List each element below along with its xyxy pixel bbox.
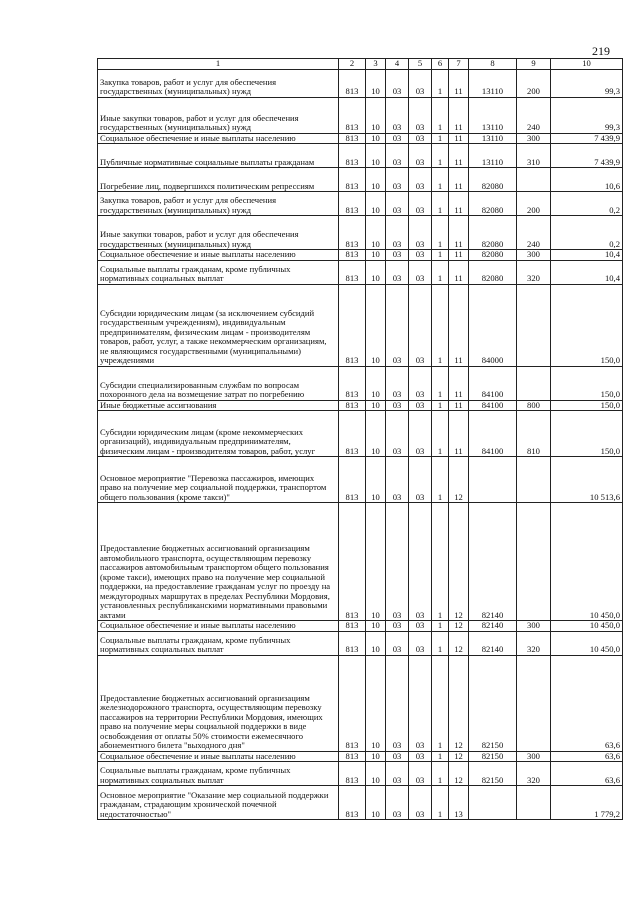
cell-section: 10 xyxy=(366,168,386,192)
cell-expense-type xyxy=(517,168,551,192)
cell-program: 03 xyxy=(409,503,432,621)
table-row xyxy=(98,260,623,284)
cell-amount: 150,0 xyxy=(551,284,623,366)
cell-section: 10 xyxy=(366,786,386,820)
cell-subsection: 03 xyxy=(386,411,409,457)
cell-section: 10 xyxy=(366,631,386,655)
cell-amount: 99,3 xyxy=(551,69,623,97)
cell-description: Основное мероприятие "Перевозка пассажиров, имеющих право на получение мер социальной поддержки, транспортом общего пользования (кроме такси)" xyxy=(98,457,339,503)
cell-subprogram: 1 xyxy=(432,216,449,250)
cell-program: 03 xyxy=(409,457,432,503)
page-number: 219 xyxy=(592,44,610,58)
table-row xyxy=(98,144,623,168)
cell-subprogram: 1 xyxy=(432,786,449,820)
cell-grbs: 813 xyxy=(339,366,366,400)
cell-subprogram: 1 xyxy=(432,284,449,366)
cell-event: 12 xyxy=(449,762,469,786)
cell-subprogram: 1 xyxy=(432,133,449,144)
table-row xyxy=(98,69,623,97)
cell-event: 11 xyxy=(449,144,469,168)
cell-subsection: 03 xyxy=(386,168,409,192)
cell-event: 11 xyxy=(449,366,469,400)
cell-subprogram: 1 xyxy=(432,762,449,786)
cell-grbs: 813 xyxy=(339,69,366,97)
cell-subsection: 03 xyxy=(386,631,409,655)
cell-grbs: 813 xyxy=(339,260,366,284)
cell-description: Социальные выплаты гражданам, кроме публичных нормативных социальных выплат xyxy=(98,631,339,655)
cell-amount: 0,2 xyxy=(551,192,623,216)
cell-expense-type xyxy=(517,503,551,621)
cell-description: Иные закупки товаров, работ и услуг для обеспечения государственных (муниципальных) нужд xyxy=(98,97,339,133)
cell-program: 03 xyxy=(409,400,432,411)
cell-expense-type: 200 xyxy=(517,192,551,216)
cell-event: 11 xyxy=(449,411,469,457)
cell-program: 03 xyxy=(409,192,432,216)
cell-section: 10 xyxy=(366,216,386,250)
cell-program: 03 xyxy=(409,216,432,250)
cell-direction: 84100 xyxy=(469,366,517,400)
cell-subprogram: 1 xyxy=(432,144,449,168)
cell-expense-type xyxy=(517,457,551,503)
cell-direction: 13110 xyxy=(469,97,517,133)
cell-section: 10 xyxy=(366,411,386,457)
table-row xyxy=(98,284,623,366)
cell-section: 10 xyxy=(366,133,386,144)
cell-subsection: 03 xyxy=(386,655,409,751)
cell-description: Публичные нормативные социальные выплаты гражданам xyxy=(98,144,339,168)
cell-subsection: 03 xyxy=(386,192,409,216)
cell-description: Социальное обеспечение и иные выплаты населению xyxy=(98,621,339,632)
cell-grbs: 813 xyxy=(339,216,366,250)
table-row xyxy=(98,400,623,411)
table-row xyxy=(98,216,623,250)
table-row xyxy=(98,751,623,762)
cell-direction: 82080 xyxy=(469,216,517,250)
cell-subsection: 03 xyxy=(386,133,409,144)
cell-section: 10 xyxy=(366,284,386,366)
cell-event: 11 xyxy=(449,216,469,250)
table-row xyxy=(98,192,623,216)
cell-subprogram: 1 xyxy=(432,457,449,503)
cell-direction: 82080 xyxy=(469,260,517,284)
cell-subsection: 03 xyxy=(386,144,409,168)
cell-amount: 63,6 xyxy=(551,655,623,751)
cell-description: Социальное обеспечение и иные выплаты населению xyxy=(98,133,339,144)
cell-grbs: 813 xyxy=(339,133,366,144)
cell-expense-type: 320 xyxy=(517,631,551,655)
cell-direction: 82140 xyxy=(469,621,517,632)
cell-subsection: 03 xyxy=(386,216,409,250)
cell-description: Социальные выплаты гражданам, кроме публичных нормативных социальных выплат xyxy=(98,762,339,786)
cell-description: Иные бюджетные ассигнования xyxy=(98,400,339,411)
cell-event: 13 xyxy=(449,786,469,820)
cell-subprogram: 1 xyxy=(432,192,449,216)
cell-amount: 10 450,0 xyxy=(551,631,623,655)
cell-subsection: 03 xyxy=(386,260,409,284)
table-row xyxy=(98,655,623,751)
table-row xyxy=(98,762,623,786)
cell-amount: 150,0 xyxy=(551,400,623,411)
cell-section: 10 xyxy=(366,69,386,97)
cell-amount: 1 779,2 xyxy=(551,786,623,820)
cell-program: 03 xyxy=(409,631,432,655)
cell-amount: 7 439,9 xyxy=(551,144,623,168)
cell-event: 12 xyxy=(449,457,469,503)
column-header-1: 1 xyxy=(98,59,339,70)
cell-program: 03 xyxy=(409,762,432,786)
cell-description: Предоставление бюджетных ассигнований организациям железнодорожного транспорта, осуществляющим перевозку пассажиров на территории Республики Мордовия, имеющих право на получение меры социальной поддержки в виде освобождения от оплаты 50% стоимости ежемесячного абонементного билета "выходного дня" xyxy=(98,655,339,751)
cell-expense-type: 800 xyxy=(517,400,551,411)
cell-event: 12 xyxy=(449,503,469,621)
cell-grbs: 813 xyxy=(339,631,366,655)
cell-subsection: 03 xyxy=(386,503,409,621)
table-row xyxy=(98,97,623,133)
cell-event: 11 xyxy=(449,168,469,192)
cell-grbs: 813 xyxy=(339,168,366,192)
cell-description: Субсидии юридическим лицам (за исключением субсидий государственным учреждениям), индивидуальным предпринимателям, физическим лицам - производителям товаров, работ, услуг, а также некоммерческим организациям, не являющимся государственными (муниципальными) учреждениями xyxy=(98,284,339,366)
cell-direction: 84000 xyxy=(469,284,517,366)
table-row xyxy=(98,621,623,632)
table-row xyxy=(98,133,623,144)
cell-section: 10 xyxy=(366,260,386,284)
cell-grbs: 813 xyxy=(339,411,366,457)
table-row xyxy=(98,411,623,457)
table-row xyxy=(98,168,623,192)
cell-amount: 10,4 xyxy=(551,250,623,261)
cell-event: 12 xyxy=(449,655,469,751)
cell-event: 11 xyxy=(449,250,469,261)
cell-description: Субсидии юридическим лицам (кроме некоммерческих организаций), индивидуальным предпринимателям, физическим лицам - производителям товаров, работ, услуг xyxy=(98,411,339,457)
cell-amount: 10 450,0 xyxy=(551,503,623,621)
cell-section: 10 xyxy=(366,621,386,632)
cell-direction xyxy=(469,457,517,503)
cell-grbs: 813 xyxy=(339,762,366,786)
cell-subsection: 03 xyxy=(386,366,409,400)
column-header-8: 8 xyxy=(469,59,517,70)
column-header-2: 2 xyxy=(339,59,366,70)
cell-program: 03 xyxy=(409,786,432,820)
cell-section: 10 xyxy=(366,250,386,261)
column-header-3: 3 xyxy=(366,59,386,70)
cell-expense-type: 240 xyxy=(517,97,551,133)
cell-section: 10 xyxy=(366,366,386,400)
cell-event: 11 xyxy=(449,97,469,133)
cell-direction xyxy=(469,786,517,820)
cell-description: Социальное обеспечение и иные выплаты населению xyxy=(98,250,339,261)
cell-expense-type: 300 xyxy=(517,133,551,144)
cell-subprogram: 1 xyxy=(432,621,449,632)
cell-amount: 63,6 xyxy=(551,762,623,786)
cell-section: 10 xyxy=(366,655,386,751)
cell-direction: 13110 xyxy=(469,133,517,144)
budget-table xyxy=(97,58,623,820)
cell-amount: 10 450,0 xyxy=(551,621,623,632)
column-header-4: 4 xyxy=(386,59,409,70)
cell-subsection: 03 xyxy=(386,786,409,820)
cell-grbs: 813 xyxy=(339,400,366,411)
cell-event: 12 xyxy=(449,631,469,655)
cell-subsection: 03 xyxy=(386,250,409,261)
cell-description: Субсидии специализированным службам по вопросам похоронного дела на возмещение затрат по погребению xyxy=(98,366,339,400)
table-row xyxy=(98,503,623,621)
cell-subsection: 03 xyxy=(386,751,409,762)
cell-program: 03 xyxy=(409,133,432,144)
cell-grbs: 813 xyxy=(339,621,366,632)
cell-event: 11 xyxy=(449,69,469,97)
cell-subprogram: 1 xyxy=(432,97,449,133)
cell-event: 11 xyxy=(449,192,469,216)
cell-grbs: 813 xyxy=(339,250,366,261)
cell-description: Предоставление бюджетных ассигнований организациям автомобильного транспорта, осуществляющим перевозку пассажиров автомобильным транспортом общего пользования (кроме такси), имеющих право на получение мер социальной поддержки, на предоставление гражданам услуг по проезду на междугородных маршрутах в пределах Республики Мордовия, установленных республиканскими нормативными правовыми актами xyxy=(98,503,339,621)
cell-expense-type: 300 xyxy=(517,250,551,261)
cell-grbs: 813 xyxy=(339,97,366,133)
cell-expense-type: 810 xyxy=(517,411,551,457)
cell-direction: 82150 xyxy=(469,751,517,762)
cell-section: 10 xyxy=(366,751,386,762)
cell-amount: 63,6 xyxy=(551,751,623,762)
cell-amount: 150,0 xyxy=(551,411,623,457)
cell-amount: 10 513,6 xyxy=(551,457,623,503)
cell-program: 03 xyxy=(409,655,432,751)
cell-subprogram: 1 xyxy=(432,751,449,762)
cell-event: 11 xyxy=(449,284,469,366)
cell-grbs: 813 xyxy=(339,655,366,751)
cell-expense-type: 300 xyxy=(517,751,551,762)
cell-grbs: 813 xyxy=(339,144,366,168)
cell-grbs: 813 xyxy=(339,192,366,216)
cell-section: 10 xyxy=(366,400,386,411)
cell-subsection: 03 xyxy=(386,284,409,366)
cell-expense-type: 320 xyxy=(517,260,551,284)
cell-grbs: 813 xyxy=(339,751,366,762)
column-header-5: 5 xyxy=(409,59,432,70)
cell-subprogram: 1 xyxy=(432,69,449,97)
cell-program: 03 xyxy=(409,284,432,366)
cell-program: 03 xyxy=(409,751,432,762)
cell-grbs: 813 xyxy=(339,503,366,621)
cell-subsection: 03 xyxy=(386,69,409,97)
cell-grbs: 813 xyxy=(339,284,366,366)
cell-program: 03 xyxy=(409,144,432,168)
cell-subprogram: 1 xyxy=(432,250,449,261)
cell-description: Закупка товаров, работ и услуг для обеспечения государственных (муниципальных) нужд xyxy=(98,192,339,216)
cell-amount: 150,0 xyxy=(551,366,623,400)
cell-subprogram: 1 xyxy=(432,411,449,457)
table-row xyxy=(98,366,623,400)
cell-subsection: 03 xyxy=(386,621,409,632)
cell-direction: 84100 xyxy=(469,411,517,457)
cell-program: 03 xyxy=(409,168,432,192)
cell-subprogram: 1 xyxy=(432,631,449,655)
table-body xyxy=(98,69,623,820)
cell-expense-type: 200 xyxy=(517,69,551,97)
cell-grbs: 813 xyxy=(339,786,366,820)
cell-program: 03 xyxy=(409,97,432,133)
cell-direction: 13110 xyxy=(469,69,517,97)
cell-expense-type: 240 xyxy=(517,216,551,250)
cell-direction: 82150 xyxy=(469,655,517,751)
cell-expense-type: 300 xyxy=(517,621,551,632)
cell-event: 12 xyxy=(449,751,469,762)
header-row xyxy=(98,59,623,70)
cell-subprogram: 1 xyxy=(432,503,449,621)
cell-direction: 84100 xyxy=(469,400,517,411)
cell-description: Погребение лиц, подвергшихся политическим репрессиям xyxy=(98,168,339,192)
cell-subprogram: 1 xyxy=(432,260,449,284)
cell-direction: 82080 xyxy=(469,168,517,192)
column-header-7: 7 xyxy=(449,59,469,70)
table-row xyxy=(98,250,623,261)
cell-event: 11 xyxy=(449,260,469,284)
cell-amount: 10,4 xyxy=(551,260,623,284)
cell-expense-type xyxy=(517,366,551,400)
cell-subprogram: 1 xyxy=(432,168,449,192)
cell-expense-type xyxy=(517,284,551,366)
cell-description: Основное мероприятие "Оказание мер социальной поддержки гражданам, страдающим хронической почечной недостаточностью" xyxy=(98,786,339,820)
cell-subsection: 03 xyxy=(386,762,409,786)
cell-section: 10 xyxy=(366,144,386,168)
cell-program: 03 xyxy=(409,69,432,97)
cell-section: 10 xyxy=(366,97,386,133)
column-header-6: 6 xyxy=(432,59,449,70)
cell-amount: 99,3 xyxy=(551,97,623,133)
cell-program: 03 xyxy=(409,250,432,261)
cell-amount: 10,6 xyxy=(551,168,623,192)
cell-section: 10 xyxy=(366,762,386,786)
cell-program: 03 xyxy=(409,260,432,284)
cell-subsection: 03 xyxy=(386,457,409,503)
cell-subprogram: 1 xyxy=(432,400,449,411)
cell-subsection: 03 xyxy=(386,97,409,133)
cell-grbs: 813 xyxy=(339,457,366,503)
table-row xyxy=(98,457,623,503)
cell-direction: 82150 xyxy=(469,762,517,786)
cell-description: Закупка товаров, работ и услуг для обеспечения государственных (муниципальных) нужд xyxy=(98,69,339,97)
cell-subprogram: 1 xyxy=(432,366,449,400)
cell-expense-type: 320 xyxy=(517,762,551,786)
cell-amount: 0,2 xyxy=(551,216,623,250)
cell-direction: 82140 xyxy=(469,631,517,655)
cell-description: Иные закупки товаров, работ и услуг для обеспечения государственных (муниципальных) нужд xyxy=(98,216,339,250)
cell-subprogram: 1 xyxy=(432,655,449,751)
cell-expense-type xyxy=(517,786,551,820)
cell-expense-type: 310 xyxy=(517,144,551,168)
cell-event: 11 xyxy=(449,133,469,144)
cell-program: 03 xyxy=(409,366,432,400)
cell-event: 11 xyxy=(449,400,469,411)
cell-amount: 7 439,9 xyxy=(551,133,623,144)
cell-direction: 13110 xyxy=(469,144,517,168)
cell-program: 03 xyxy=(409,411,432,457)
cell-direction: 82080 xyxy=(469,250,517,261)
cell-subsection: 03 xyxy=(386,400,409,411)
cell-direction: 82140 xyxy=(469,503,517,621)
cell-description: Социальное обеспечение и иные выплаты населению xyxy=(98,751,339,762)
cell-section: 10 xyxy=(366,457,386,503)
table-row xyxy=(98,786,623,820)
table-row xyxy=(98,631,623,655)
column-header-9: 9 xyxy=(517,59,551,70)
cell-program: 03 xyxy=(409,621,432,632)
cell-expense-type xyxy=(517,655,551,751)
cell-description: Социальные выплаты гражданам, кроме публичных нормативных социальных выплат xyxy=(98,260,339,284)
column-header-10: 10 xyxy=(551,59,623,70)
cell-direction: 82080 xyxy=(469,192,517,216)
cell-section: 10 xyxy=(366,503,386,621)
cell-event: 12 xyxy=(449,621,469,632)
cell-section: 10 xyxy=(366,192,386,216)
